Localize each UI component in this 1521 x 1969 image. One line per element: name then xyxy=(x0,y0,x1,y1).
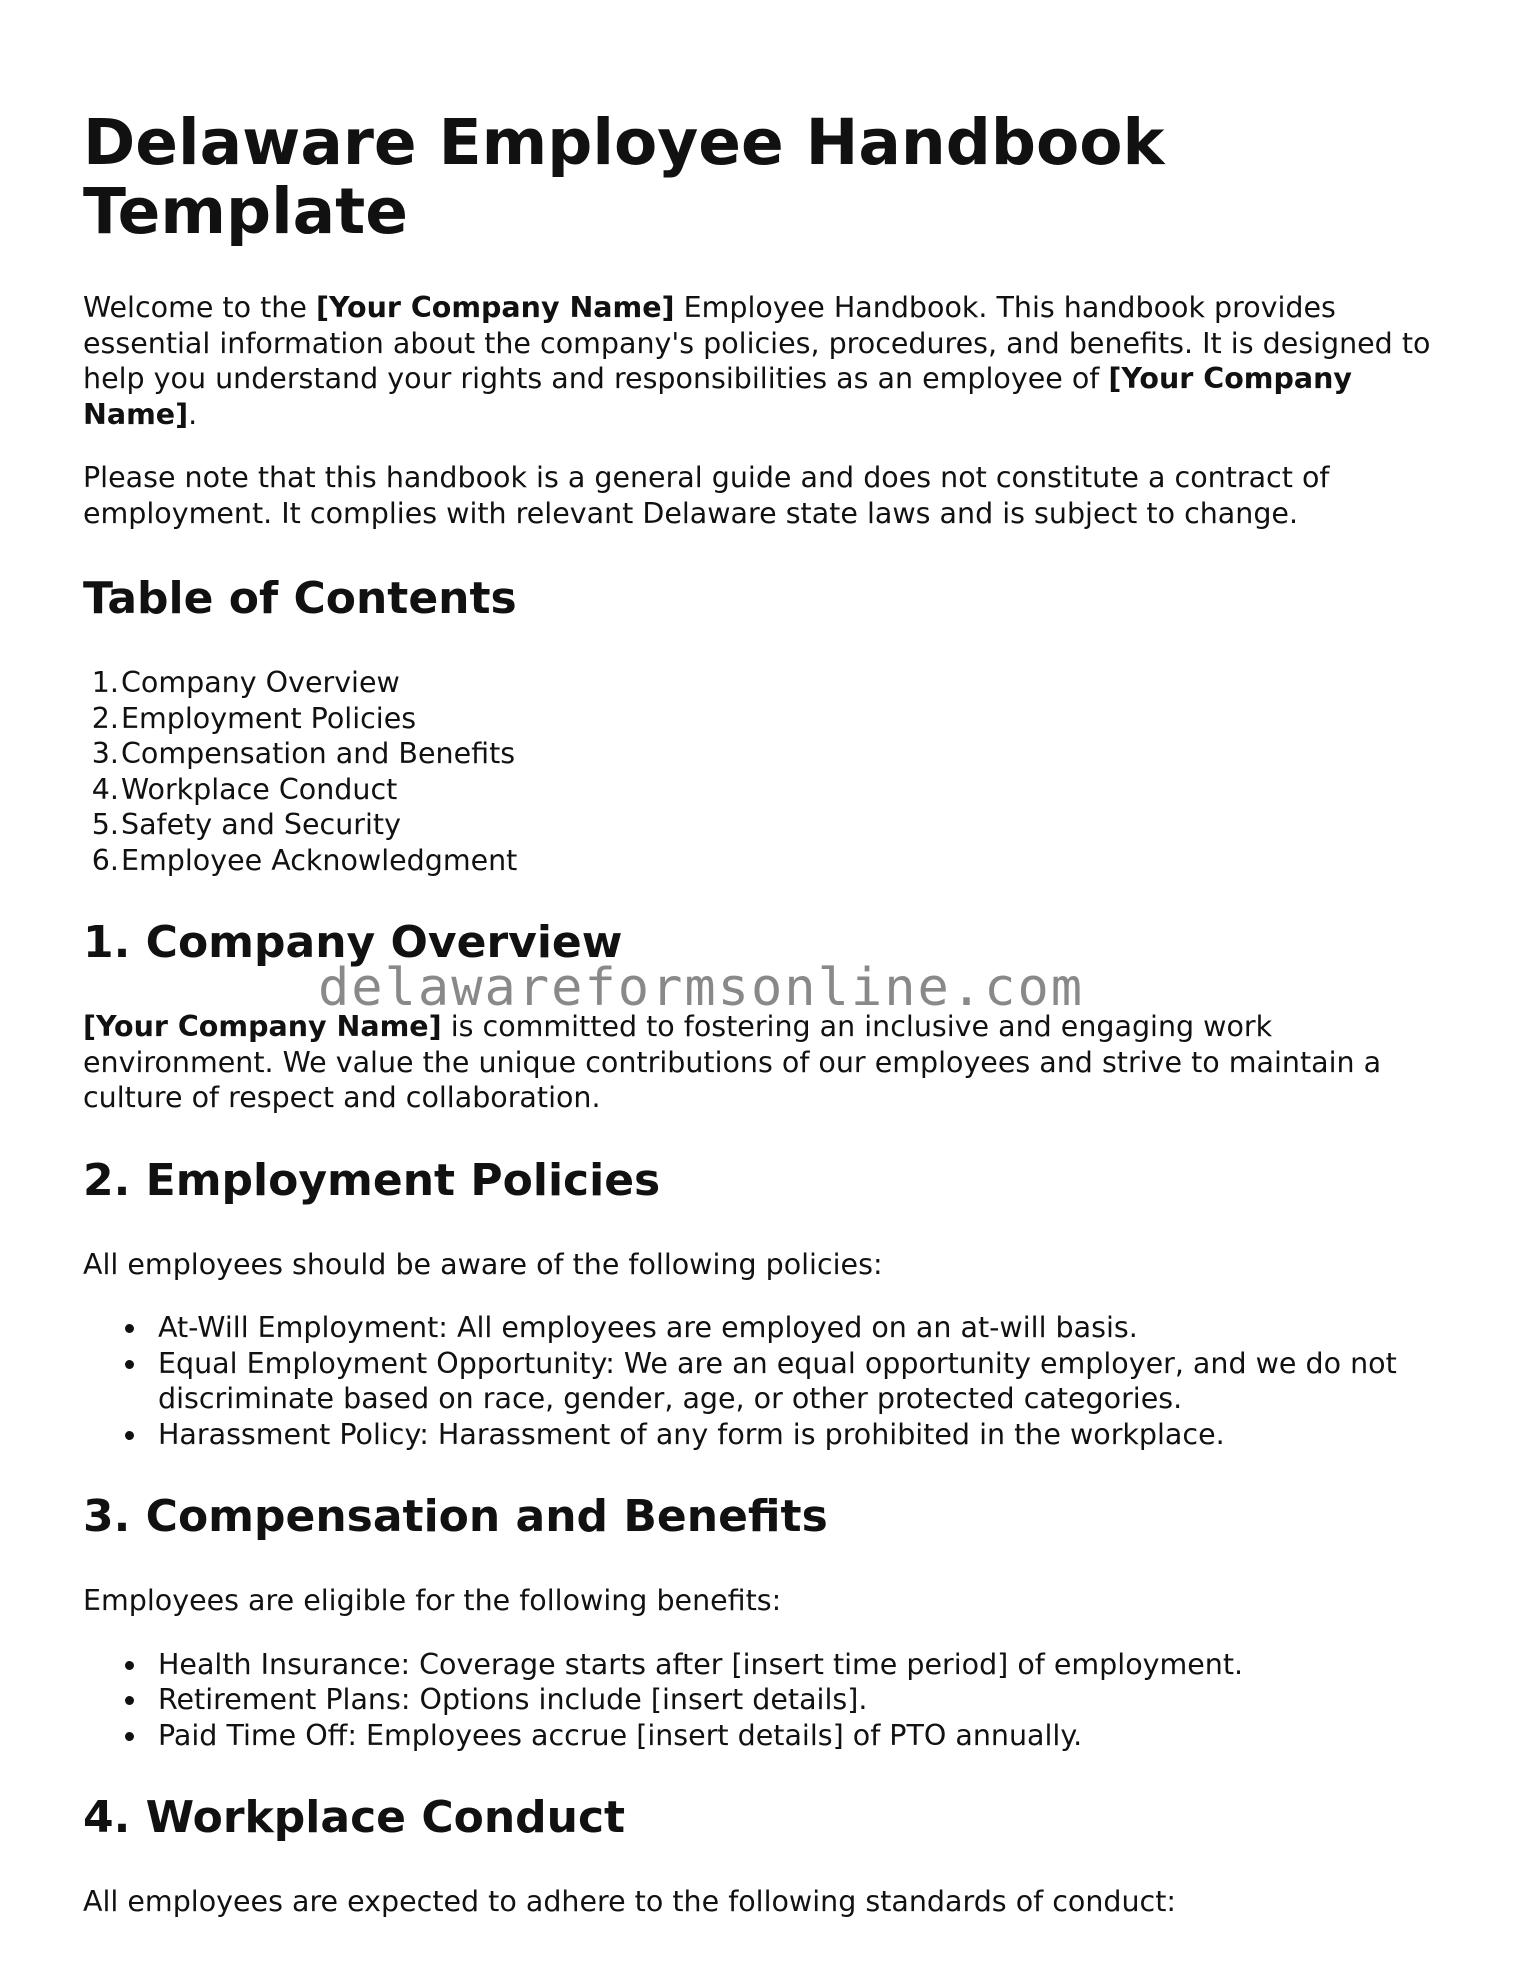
intro-text-c: Employee Handbook. This handbook provides essential information about the company's policies, procedures, and benefits. It is designed to help you understand your rights and responsibilities as an employee of xyxy=(83,291,1431,395)
benefits-list xyxy=(83,1647,1443,1754)
bullet-icon xyxy=(125,1360,134,1369)
document-page xyxy=(83,0,1443,1920)
intro-text-a: Welcome to the xyxy=(83,291,316,324)
bullet-icon xyxy=(125,1324,134,1333)
bullet-icon xyxy=(125,1732,134,1741)
list-item: Equal Employment Opportunity: We are an equal opportunity employer, and we do not discriminate based on race, gender, age, or other protected categories. xyxy=(83,1346,1443,1417)
employment-policies-intro: All employees should be aware of the following policies: xyxy=(83,1247,883,1281)
bullet-icon xyxy=(125,1696,134,1705)
toc-item: 1.Company Overview xyxy=(91,666,400,699)
toc-item: 2.Employment Policies xyxy=(91,701,417,735)
table-of-contents xyxy=(83,665,1443,878)
intro-paragraph-2: Please note that this handbook is a general guide and does not constitute a contract of employment. It complies with relevant Delaware state laws and is subject to change. xyxy=(83,461,1330,530)
section-heading-company-overview: 1. Company Overview xyxy=(83,917,623,968)
section-heading-workplace-conduct: 4. Workplace Conduct xyxy=(83,1792,626,1843)
section-heading-employment-policies: 2. Employment Policies xyxy=(83,1154,661,1206)
toc-item: 5.Safety and Security xyxy=(91,808,401,841)
company-overview-paragraph: [Your Company Name] is committed to fostering an inclusive and engaging work environment. We value the unique contributions of our employees and strive to maintain a culture of respect and collaboration. xyxy=(83,1010,1382,1114)
list-item: Paid Time Off: Employees accrue [insert details] of PTO annually. xyxy=(83,1718,1443,1754)
toc-item: 3.Compensation and Benefits xyxy=(91,737,516,770)
company-name-placeholder: [Your Company Name] xyxy=(315,291,675,324)
list-item: Harassment Policy: Harassment of any form is prohibited in the workplace. xyxy=(83,1417,1443,1453)
toc-item: 6.Employee Acknowledgment xyxy=(91,843,518,877)
watermark: delawareformsonline.com xyxy=(318,958,1085,1018)
list-item: Health Insurance: Coverage starts after [insert time period] of employment. xyxy=(83,1647,1443,1683)
toc-heading: Table of Contents xyxy=(83,573,517,624)
list-item: Retirement Plans: Options include [insert details]. xyxy=(83,1682,1443,1718)
bullet-icon xyxy=(125,1431,134,1440)
page-title: Delaware Employee Handbook Template xyxy=(83,106,1165,248)
toc-item: 4.Workplace Conduct xyxy=(91,772,398,806)
workplace-conduct-intro: All employees are expected to adhere to the following standards of conduct: xyxy=(83,1885,1176,1918)
bullet-icon xyxy=(125,1661,134,1670)
compensation-intro: Employees are eligible for the following benefits: xyxy=(83,1584,782,1617)
company-name-placeholder: [Your Company Name] xyxy=(83,1010,442,1043)
list-item: At-Will Employment: All employees are employed on an at-will basis. xyxy=(83,1310,1443,1346)
intro-text-e: . xyxy=(188,397,198,431)
intro-paragraph-1 xyxy=(83,290,1443,432)
employment-policies-list xyxy=(83,1310,1443,1452)
section-heading-compensation: 3. Compensation and Benefits xyxy=(83,1491,828,1542)
company-name-placeholder: [Your Company Name] xyxy=(83,362,1352,431)
